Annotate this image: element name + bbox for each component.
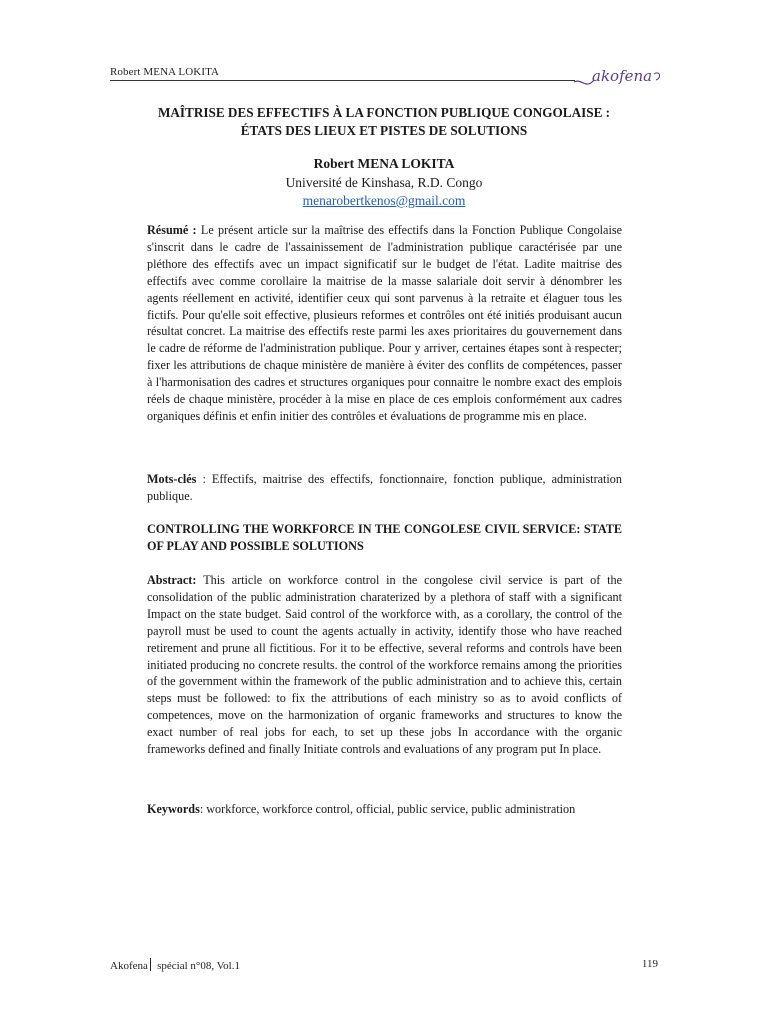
header-rule: [110, 80, 575, 81]
paper-title-line-2: ÉTATS DES LIEUX ET PISTES DE SOLUTIONS: [240, 123, 528, 138]
english-title: CONTROLLING THE WORKFORCE IN THE CONGOLESE CIVIL SERVICE: STATE OF PLAY AND POSSIBLE SOLUTIONS: [147, 522, 622, 553]
footer-separator: [150, 958, 152, 971]
abstract-label: Abstract:: [147, 573, 204, 587]
footer-issue: spécial n°08, Vol.1: [157, 960, 240, 972]
akofena-logo: [572, 60, 664, 94]
abstract-paragraph: [147, 572, 622, 758]
abstract-text: This article on workforce control in the congolese civil service is part of the consolidation of the public administration charaterized by a plethora of staff with a significant Impact on the state budget. Said control of the workforce with, as a corollary, the control of the payroll must be used to count the agents actually in activity, identify those who have reached retirement and prune all fictitious. For it to be effective, several reforms and controls have been initiated producing no concrete results. the control of the workforce remains among the priorities of the government within the framework of the public administration and to achieve this, certain steps must be followed: to fix the attributions of each ministry so as to avoid conflicts of competences, move on the harmonization of organic frameworks and structures to know the exact number of real jobs for each, to set up these jobs In accordance with the organic frameworks defined and finally Initiate controls and evaluations of any program put In place.: [147, 573, 622, 757]
paper-title: [110, 104, 658, 140]
author-affiliation: Université de Kinshasa, R.D. Congo: [285, 175, 483, 190]
keywords-text: : workforce, workforce control, official, public service, public administration: [199, 802, 576, 816]
footer-journal: [110, 958, 240, 972]
logo-text: akofena: [592, 67, 653, 85]
mots-cles-label: Mots-clés: [147, 472, 197, 486]
resume-paragraph: [147, 222, 622, 425]
author-name: Robert MENA LOKITA: [313, 156, 455, 171]
resume-text: Le présent article sur la maîtrise des effectifs dans la Fonction Publique Congolaise s'inscrit dans le cadre de l'assainissement de l'administration publique caractérisée par une pléthore des effectifs avec un impact significatif sur le budget de l'état. Ladite maitrise des effectifs avec comme corollaire la maitrise de la masse salariale doit servir à dénombrer les agents réellement en activité, identifier ceux qui sont parvenus à la retraite et élaguer tous les fictifs. Pour qu'elle soit effective, plusieurs reformes et contrôles ont été initiés produisant aucun résultat concret. La maitrise des effectifs reste parmi les axes prioritaires du gouvernement dans le cadre de réforme de l'administration publique. Pour y arriver, certaines étapes sont à respecter; fixer les attributions de chaque ministère de manière à éviter des conflits de compétences, passer à l'harmonisation des cadres et structures organiques pour connaitre le nombre exact des emplois réels de chaque ministère, procéder à la mise en place de ces emplois conformément aux cadres organiques définis et enfin initier des contrôles et évaluations de programme mis en place.: [147, 223, 622, 423]
paper-title-line-1: MAÎTRISE DES EFFECTIFS À LA FONCTION PUBLIQUE CONGOLAISE :: [157, 105, 611, 120]
footer-journal-name: Akofena: [110, 960, 148, 972]
keywords-paragraph: [147, 801, 622, 818]
author-email-link[interactable]: menarobertkenos@gmail.com: [302, 193, 466, 208]
mots-cles-text: : Effectifs, maitrise des effectifs, fonctionnaire, fonction publique, administration publique.: [147, 472, 622, 503]
page-number: 119: [641, 958, 658, 970]
running-header-author: Robert MENA LOKITA: [110, 66, 220, 78]
mots-cles-paragraph: [147, 471, 622, 505]
resume-label: Résumé :: [147, 223, 201, 237]
keywords-label: Keywords: [147, 802, 200, 816]
